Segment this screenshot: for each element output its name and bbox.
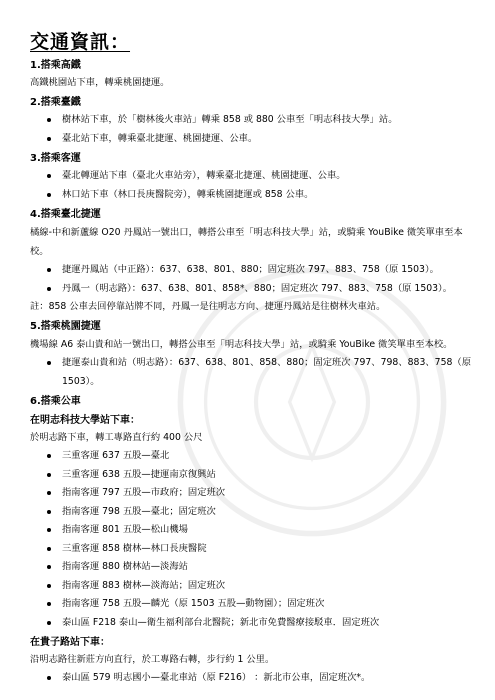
- list-item: 臺北站下車，轉乘臺北捷運、桃園捷運、公車。: [30, 130, 475, 149]
- section-text-taipei-mrt: 橘線-中和新蘆線 O20 丹鳳站一號出口，轉搭公車至「明志科技大學」站，或騎乘 YouBike 微笑單車至本校。: [30, 227, 463, 257]
- list-tra: [30, 111, 475, 148]
- list-item: 指南客運 758 五股—麟光（原 1503 五股—動物園）；固定班次: [30, 595, 475, 614]
- section-heading-bus: 6.搭乘公車: [30, 396, 81, 407]
- traffic-info-document: [30, 30, 475, 688]
- section-text-hsr: 高鐵桃園站下車，轉乘桃園捷運。: [30, 77, 170, 88]
- section-heading-bus-station: 3.搭乘客運: [30, 153, 81, 164]
- subheading-guizi-stop: 在貴子路站下車：: [30, 637, 110, 648]
- section-heading-hsr: 1.搭乘高鐵: [30, 60, 81, 71]
- note-taipei-mrt: 註：858 公車去回停靠站牌不同，丹鳳一是往明志方向、捷運丹鳳站是往樹林火車站。: [30, 301, 386, 312]
- list-guizi-stop-routes: [30, 669, 475, 688]
- list-item: 泰山區 F218 泰山—衛生福利部台北醫院；新北市免費醫療接駁車．固定班次: [30, 614, 475, 633]
- section-heading-taipei-mrt: 4.搭乘臺北捷運: [30, 209, 101, 220]
- list-item: 捷運泰山貴和站（明志路）：637、638、801、858、880；固定班次 797、798、883、758（原 1503）。: [30, 354, 475, 391]
- list-item: 捷運丹鳳站（中正路）：637、638、801、880；固定班次 797、883、758（原 1503）。: [30, 261, 475, 280]
- list-taoyuan-mrt: [30, 354, 475, 391]
- list-item: 指南客運 880 樹林站—淡海站: [30, 558, 475, 577]
- list-item: 三重客運 637 五股—臺北: [30, 447, 475, 466]
- subheading-mingchi-stop: 在明志科技大學站下車：: [30, 415, 140, 426]
- section-text-taoyuan-mrt: 機場線 A6 泰山貴和站一號出口，轉搭公車至「明志科技大學」站，或騎乘 YouBike 微笑單車至本校。: [30, 339, 453, 350]
- list-item: 指南客運 801 五股—松山機場: [30, 521, 475, 540]
- list-item: 丹鳳一（明志路）：637、638、801、858*、880；固定班次 797、883、758（原 1503）。: [30, 280, 475, 299]
- list-mingchi-stop-routes: [30, 447, 475, 632]
- list-item: 三重客運 858 樹林—林口長庚醫院: [30, 540, 475, 559]
- section-heading-taoyuan-mrt: 5.搭乘桃園捷運: [30, 321, 101, 332]
- list-item: 三重客運 638 五股—捷運南京復興站: [30, 466, 475, 485]
- section-heading-tra: 2.搭乘臺鐵: [30, 97, 81, 108]
- page-title: 交通資訊：: [30, 31, 131, 53]
- list-item: 臺北轉運站下車（臺北火車站旁），轉乘臺北捷運、桃園捷運、公車。: [30, 167, 475, 186]
- list-taipei-mrt: [30, 261, 475, 298]
- list-item: 樹林站下車，於「樹林後火車站」轉乘 858 或 880 公車至「明志科技大學」站。: [30, 111, 475, 130]
- list-item: 林口站下車（林口長庚醫院旁），轉乘桃園捷運或 858 公車。: [30, 186, 475, 205]
- list-bus-station: [30, 167, 475, 204]
- list-item: 指南客運 883 樹林—淡海站；固定班次: [30, 577, 475, 596]
- list-item: 泰山區 579 明志國小—臺北車站（原 F216） ：新北市公車，固定班次*。: [30, 669, 475, 688]
- text-mingchi-stop: 於明志路下車，轉工專路直行約 400 公尺: [30, 432, 203, 443]
- list-item: 指南客運 797 五股—市政府；固定班次: [30, 484, 475, 503]
- list-item: 指南客運 798 五股—臺北；固定班次: [30, 503, 475, 522]
- text-guizi-stop: 沿明志路往新莊方向直行，於工專路右轉，步行約 1 公里。: [30, 654, 275, 665]
